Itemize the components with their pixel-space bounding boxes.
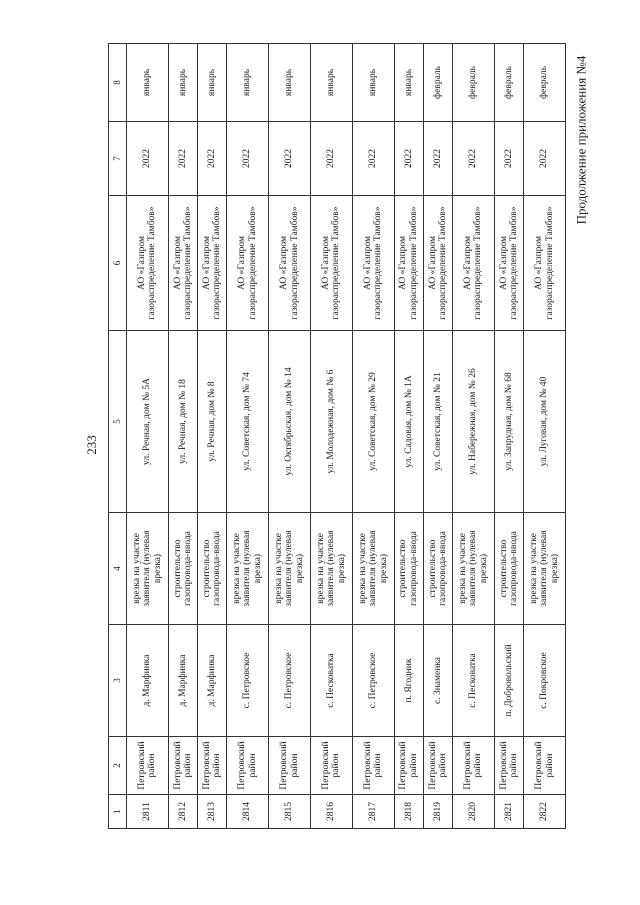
table-cell: 2822 [524, 795, 566, 829]
table-cell: п. Ягодник [394, 625, 423, 737]
table-cell: 2819 [423, 795, 452, 829]
column-header: 4 [109, 513, 127, 625]
table-cell: строительство газопровода-ввода [494, 513, 523, 625]
table-cell: январь [310, 44, 352, 122]
table-row [269, 44, 311, 829]
table-cell: АО «Газпром газораспределение Тамбов» [394, 196, 423, 331]
table-cell: врезка на участке заявителя (нулевая врезка) [310, 513, 352, 625]
table-cell: 2814 [227, 795, 269, 829]
column-header: 8 [109, 44, 127, 122]
table-cell: Петровский район [198, 737, 227, 795]
table-cell: д. Марфинка [198, 625, 227, 737]
table-cell: 2022 [394, 122, 423, 196]
table-cell: 2815 [269, 795, 311, 829]
table-row [453, 44, 495, 829]
table-cell: врезка на участке заявителя (нулевая врезка) [453, 513, 495, 625]
table-cell: январь [352, 44, 394, 122]
table-cell: февраль [494, 44, 523, 122]
table-row [127, 44, 169, 829]
column-header: 1 [109, 795, 127, 829]
table-cell: 2022 [168, 122, 197, 196]
table-cell: АО «Газпром газораспределение Тамбов» [227, 196, 269, 331]
table-cell: с. Петровское [352, 625, 394, 737]
table-cell: 2821 [494, 795, 523, 829]
table-cell: 2022 [453, 122, 495, 196]
table-cell: строительство газопровода-ввода [198, 513, 227, 625]
table-cell: 2817 [352, 795, 394, 829]
table-cell: врезка на участке заявителя (нулевая врезка) [269, 513, 311, 625]
gasification-table [108, 43, 566, 829]
table-cell: с. Знаменка [423, 625, 452, 737]
table-cell: ул. Молодежная, дом № 6 [310, 331, 352, 513]
table-cell: ул. Советская, дом № 29 [352, 331, 394, 513]
table-row [198, 44, 227, 829]
table-cell: Петровский район [352, 737, 394, 795]
table-cell: ул. Речная, дом № 18 [168, 331, 197, 513]
table-cell: п. Добровольский [494, 625, 523, 737]
table-cell: с. Покровское [524, 625, 566, 737]
table-cell: АО «Газпром газораспределение Тамбов» [168, 196, 197, 331]
table-row [168, 44, 197, 829]
table-cell: январь [227, 44, 269, 122]
table-cell: ул. Луговая, дом № 40 [524, 331, 566, 513]
table-cell: Петровский район [394, 737, 423, 795]
table-row [494, 44, 523, 829]
table-cell: 2022 [269, 122, 311, 196]
table-cell: д. Марфинка [168, 625, 197, 737]
table-cell: АО «Газпром газораспределение Тамбов» [198, 196, 227, 331]
column-header: 5 [109, 331, 127, 513]
table-cell: с. Петровское [269, 625, 311, 737]
page-number-text: 233 [84, 435, 99, 455]
table-cell: Петровский район [269, 737, 311, 795]
table-cell: февраль [524, 44, 566, 122]
table-cell: строительство газопровода-ввода [394, 513, 423, 625]
table-cell: АО «Газпром газораспределение Тамбов» [524, 196, 566, 331]
column-header: 6 [109, 196, 127, 331]
table-cell: 2022 [524, 122, 566, 196]
table-cell: Петровский район [127, 737, 169, 795]
table-cell: Петровский район [227, 737, 269, 795]
table-cell: с. Песковатка [453, 625, 495, 737]
table-cell: д. Марфинка [127, 625, 169, 737]
page-number [82, 425, 102, 465]
continuation-text: Продолжение приложения №4 [573, 55, 589, 225]
table-cell: с. Петровское [227, 625, 269, 737]
table-row [394, 44, 423, 829]
table-cell: АО «Газпром газораспределение Тамбов» [310, 196, 352, 331]
table-cell: АО «Газпром газораспределение Тамбов» [269, 196, 311, 331]
table-cell: строительство газопровода-ввода [168, 513, 197, 625]
table-cell: АО «Газпром газораспределение Тамбов» [453, 196, 495, 331]
table-cell: Петровский район [423, 737, 452, 795]
table-cell: 2022 [352, 122, 394, 196]
table-cell: 2811 [127, 795, 169, 829]
table-cell: 2022 [423, 122, 452, 196]
table-cell: АО «Газпром газораспределение Тамбов» [423, 196, 452, 331]
table-cell: Петровский район [524, 737, 566, 795]
table-cell: январь [127, 44, 169, 122]
table-cell: ул. Речная, дом № 5А [127, 331, 169, 513]
table-cell: 2812 [168, 795, 197, 829]
table-cell: Петровский район [310, 737, 352, 795]
table-cell: ул. Октябрьская, дом № 14 [269, 331, 311, 513]
table-cell: январь [198, 44, 227, 122]
table-cell: 2022 [127, 122, 169, 196]
table-row [423, 44, 452, 829]
table-cell: Петровский район [168, 737, 197, 795]
table-cell: 2022 [198, 122, 227, 196]
table-cell: 2022 [494, 122, 523, 196]
table-row [310, 44, 352, 829]
table-cell: февраль [453, 44, 495, 122]
table-row [227, 44, 269, 829]
table-cell: 2022 [227, 122, 269, 196]
table-cell: ул. Речная, дом № 8 [198, 331, 227, 513]
table-cell: 2022 [310, 122, 352, 196]
column-header: 7 [109, 122, 127, 196]
table-cell: врезка на участке заявителя (нулевая врезка) [524, 513, 566, 625]
column-header: 2 [109, 737, 127, 795]
table-cell: врезка на участке заявителя (нулевая врезка) [352, 513, 394, 625]
table-cell: ул. Запрудная, дом № 68 [494, 331, 523, 513]
gasification-table-frame [108, 44, 566, 829]
table-body [127, 44, 566, 829]
table-cell: ул. Набережная, дом № 26 [453, 331, 495, 513]
table-cell: 2816 [310, 795, 352, 829]
table-row [352, 44, 394, 829]
table-cell: январь [168, 44, 197, 122]
table-cell: 2813 [198, 795, 227, 829]
table-cell: с. Песковатка [310, 625, 352, 737]
table-cell: строительство газопровода-ввода [423, 513, 452, 625]
table-cell: январь [394, 44, 423, 122]
table-cell: врезка на участке заявителя (нулевая врезка) [227, 513, 269, 625]
header-row [109, 44, 127, 829]
table-cell: 2820 [453, 795, 495, 829]
table-cell: АО «Газпром газораспределение Тамбов» [352, 196, 394, 331]
column-header: 3 [109, 625, 127, 737]
table-cell: АО «Газпром газораспределение Тамбов» [494, 196, 523, 331]
table-cell: врезка на участке заявителя (нулевая врезка) [127, 513, 169, 625]
table-cell: 2818 [394, 795, 423, 829]
table-cell: февраль [423, 44, 452, 122]
table-cell: январь [269, 44, 311, 122]
table-cell: АО «Газпром газораспределение Тамбов» [127, 196, 169, 331]
table-cell: ул. Садовая, дом № 1А [394, 331, 423, 513]
table-cell: ул. Советская, дом № 21 [423, 331, 452, 513]
table-cell: ул. Советская, дом № 74 [227, 331, 269, 513]
table-cell: Петровский район [494, 737, 523, 795]
continuation-title [572, 40, 590, 240]
table-cell: Петровский район [453, 737, 495, 795]
table-row [524, 44, 566, 829]
